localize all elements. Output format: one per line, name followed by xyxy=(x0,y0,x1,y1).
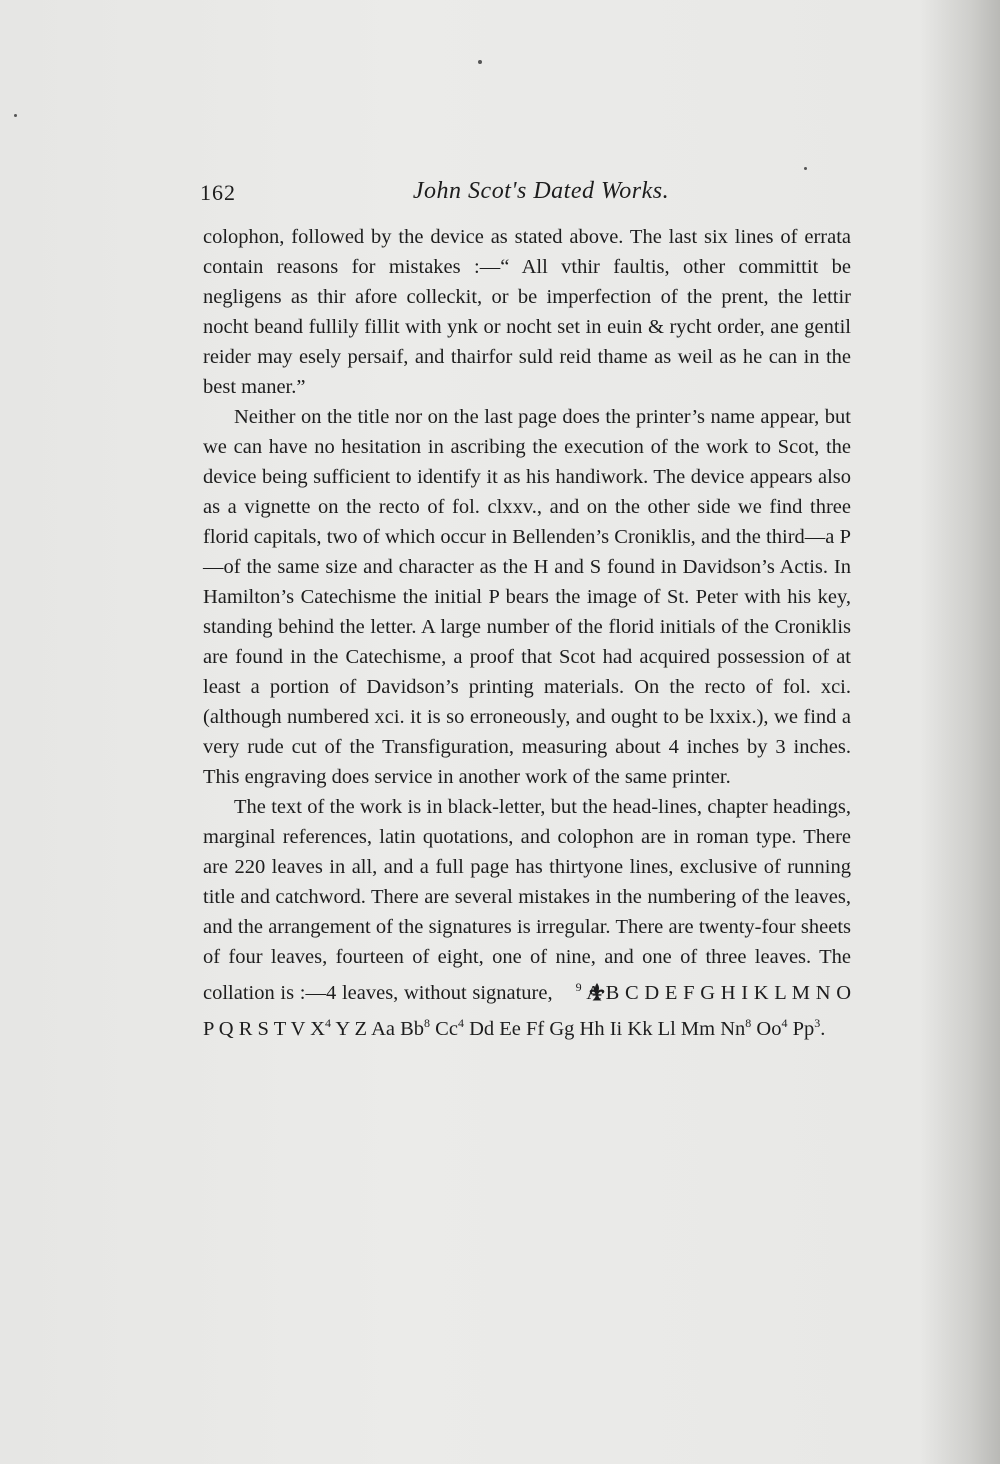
paragraph-2: Neither on the title nor on the last page does the printer’s name appear, but we can have no hesitation in ascribing the execution of the work to Scot, the device being sufficient to identify it as his handiwork. The device appears also as a vignette on the recto of fol. clxxv., and on the other side we find three florid capitals, two of which occur in Bellenden’s Croniklis, and the third—a P—of the same size and character as the H and S found in Davidson’s Actis. In Hamilton’s Catechisme the initial P bears the image of St. Peter with his key, standing behind the letter. A large number of the florid initials of the Croniklis are found in the Catechisme, a proof that Scot had acquired possession of at least a portion of Davidson’s printing materials. On the recto of fol. xci. (although numbered xci. it is so erroneously, and ought to be lxxix.), we find a very rude cut of the Transfiguration, measuring about 4 inches by 3 inches. This engraving does service in another work of the same printer. xyxy=(203,406,851,788)
signature-mark xyxy=(580,1018,605,1040)
signature-letter: Ee xyxy=(499,1017,521,1040)
signature-letter: L xyxy=(774,981,787,1004)
signature-mark xyxy=(683,982,694,1004)
signature-superscript: 4 xyxy=(457,1015,464,1030)
signature-letter: Hh xyxy=(579,1017,605,1040)
collation-lead: The collation is :—4 leaves, without signature, xyxy=(203,946,851,1004)
signature-letter: S xyxy=(257,1017,269,1040)
signature-letter: F xyxy=(683,981,695,1004)
paper-speck xyxy=(14,114,17,117)
signature-letter: O xyxy=(836,981,852,1004)
signature-mark xyxy=(700,982,715,1004)
signature-mark xyxy=(203,1018,214,1040)
signature-letter: K xyxy=(753,981,769,1004)
signature-letter: Kk xyxy=(627,1017,653,1040)
signature-mark xyxy=(741,982,748,1004)
signature-letter: H xyxy=(720,981,736,1004)
signature-letter: P xyxy=(203,1017,214,1040)
signature-letter: A xyxy=(586,981,600,1004)
signature-mark xyxy=(435,1015,464,1040)
signature-superscript: 4 xyxy=(781,1015,788,1030)
signature-letter: Oo xyxy=(756,1017,782,1040)
signature-letter: Q xyxy=(218,1017,234,1040)
paragraph-3-text: The text of the work is in black-letter, but the head-lines, chapter headings, marginal references, latin quotations, and colophon are in roman type. There are 220 leaves in all, and a full page has thirtyone lines, exclusive of running title and catchword. There are several mistakes in the numbering of the leaves, and the arrangement of the signatures is irregular. There are twenty-four sheets of four leaves, fourteen of eight, one of nine, and one of three leaves. xyxy=(203,796,851,968)
running-title: John Scot's Dated Works. xyxy=(412,178,670,204)
page-number: 162 xyxy=(200,180,236,205)
signature-letter: D xyxy=(644,981,660,1004)
signature-letter: Ff xyxy=(526,1017,545,1040)
signature-letter: Y xyxy=(335,1017,350,1040)
signature-letter: R xyxy=(238,1017,253,1040)
signature-letter: Gg xyxy=(549,1017,575,1040)
signature-letter: Pp xyxy=(792,1017,815,1040)
signature-superscript: 4 xyxy=(324,1015,331,1030)
signature-mark xyxy=(774,982,786,1004)
signature-mark xyxy=(756,1015,788,1040)
signature-letter: T xyxy=(273,1017,286,1040)
signature-mark xyxy=(610,1018,623,1040)
signature-letter: N xyxy=(815,981,831,1004)
signature-mark xyxy=(355,1018,368,1040)
paragraph-1: colophon, followed by the device as stated above. The last six lines of errata contain reasons for mistakes :—“ All vthir faultis, other committit be negligens as thir afore colleckit, or be imperfection of the prent, the lettir nocht beand fullily fillit with ynk or nocht set in euin & rycht order, ane gentil reider may esely persaif, and thairfor suld reid thame as weil as he can in the best maner.” xyxy=(203,226,851,398)
signature-superscript: 8 xyxy=(424,1015,431,1030)
signature-mark xyxy=(625,982,639,1004)
signature-mark xyxy=(754,982,769,1004)
signature-end: . xyxy=(820,1017,826,1040)
signature-mark xyxy=(371,1018,395,1040)
signature-mark xyxy=(658,1018,676,1040)
signature-superscript: 3 xyxy=(814,1015,821,1030)
signature-mark xyxy=(586,982,600,1004)
running-head xyxy=(200,178,852,214)
signature-mark xyxy=(549,1018,574,1040)
paper-speck xyxy=(804,167,807,170)
fleuron-superscript: 9 xyxy=(575,980,582,994)
body-text xyxy=(203,222,851,1044)
signature-letter: C xyxy=(624,981,639,1004)
signature-mark xyxy=(310,1015,331,1040)
signature-letter: Bb xyxy=(400,1017,425,1040)
fleur-de-lis-icon xyxy=(557,981,575,1001)
signature-mark xyxy=(335,1018,349,1040)
signature-mark xyxy=(606,982,620,1004)
signature-mark xyxy=(499,1018,521,1040)
paper-speck xyxy=(478,60,482,64)
signature-letter: Ii xyxy=(609,1017,623,1040)
signature-letter: E xyxy=(664,981,678,1004)
signature-mark xyxy=(792,982,810,1004)
signature-mark xyxy=(526,1018,544,1040)
signature-mark xyxy=(258,1018,269,1040)
signature-letter: G xyxy=(700,981,716,1004)
signature-mark xyxy=(400,1015,431,1040)
signature-letter: Mm xyxy=(680,1017,716,1040)
signature-mark xyxy=(274,1018,286,1040)
signature-mark xyxy=(469,1018,494,1040)
signature-mark xyxy=(219,1018,234,1040)
signature-superscript: 8 xyxy=(745,1015,752,1030)
signature-mark xyxy=(644,982,659,1004)
signature-letter: B xyxy=(605,981,620,1004)
signature-letter: Z xyxy=(354,1017,368,1040)
signature-letter: Ll xyxy=(657,1017,676,1040)
signature-letter: Cc xyxy=(435,1017,458,1040)
signature-mark xyxy=(816,982,831,1004)
signature-mark xyxy=(792,1015,826,1040)
signature-mark xyxy=(665,982,678,1004)
signature-mark xyxy=(721,982,736,1004)
signature-mark xyxy=(291,1018,305,1040)
signature-letter: Aa xyxy=(371,1017,395,1040)
signature-mark xyxy=(627,1018,652,1040)
signature-letter: Dd xyxy=(469,1017,495,1040)
signature-letter: M xyxy=(791,981,810,1004)
signature-mark xyxy=(239,1018,253,1040)
signature-letter: X xyxy=(310,1017,325,1040)
signature-letter: Nn xyxy=(720,1017,746,1040)
paragraph-3 xyxy=(203,792,851,1044)
signature-letter: V xyxy=(290,1017,306,1040)
signature-letter: I xyxy=(741,981,749,1004)
signature-mark xyxy=(681,1018,715,1040)
signature-mark xyxy=(836,982,851,1004)
signature-mark xyxy=(720,1015,752,1040)
